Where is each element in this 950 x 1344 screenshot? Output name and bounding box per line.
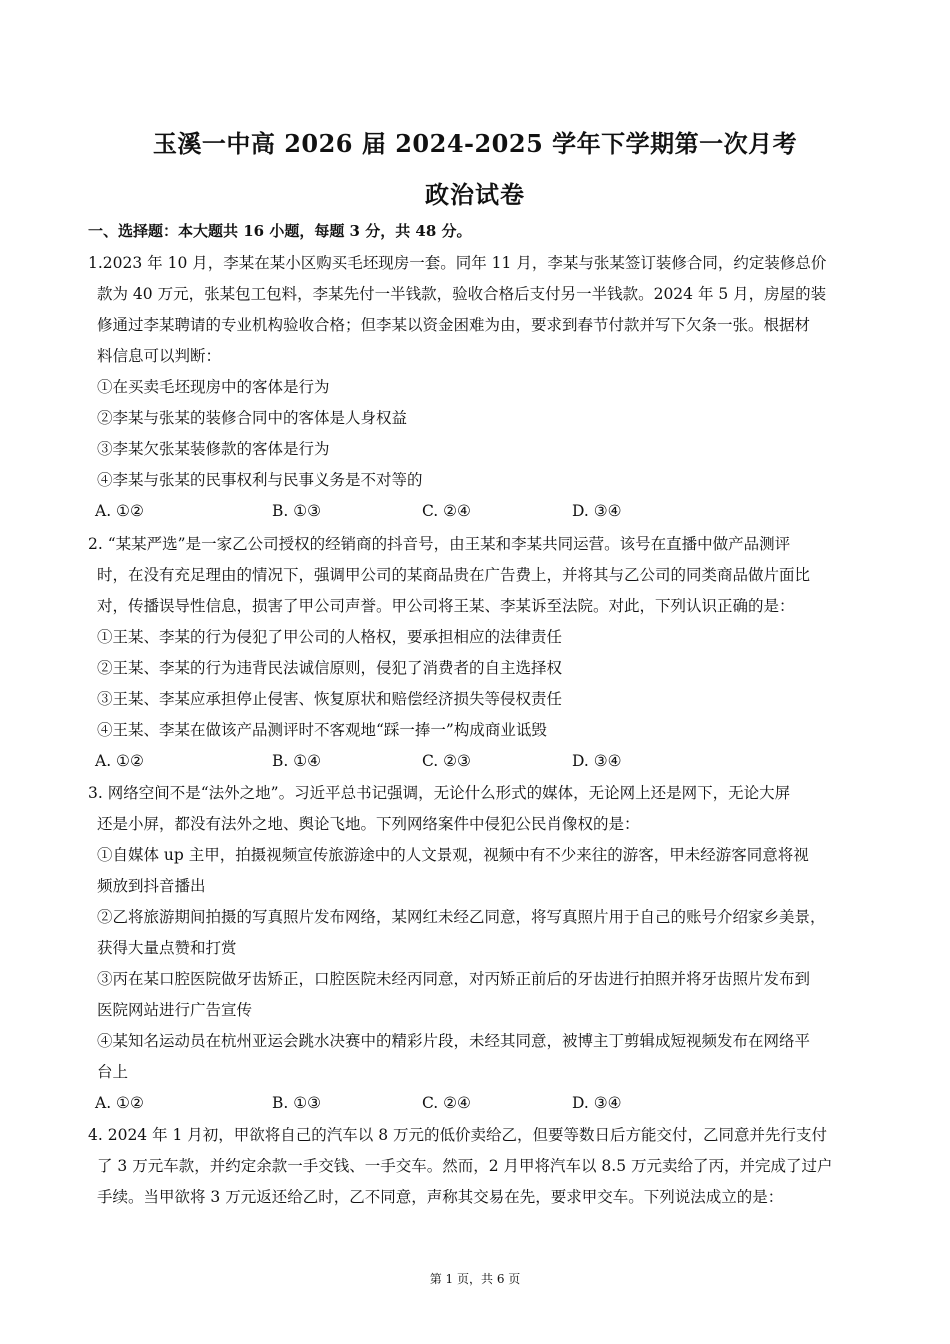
question-stem-line: 对，传播误导性信息，损害了甲公司声誉。甲公司将王某、李某诉至法院。对此，下列认识正确的是： [97, 597, 795, 615]
option-d: D. ③④ [572, 752, 622, 770]
question-stem-line: 2. “某某严选”是一家乙公司授权的经销商的抖音号，由王某和李某共同运营。该号在直播中做产品测评 [88, 535, 791, 553]
question-stem-line: 款为 40 万元，张某包工包料，李某先付一半钱款，验收合格后支付另一半钱款。2024 年 5 月，房屋的装 [97, 285, 827, 303]
statement-item-continuation: 医院网站进行广告宣传 [97, 1001, 253, 1019]
option-c: C. ②③ [422, 752, 471, 770]
statement-item: ②王某、李某的行为违背民法诚信原则，侵犯了消费者的自主选择权 [97, 659, 563, 677]
option-a: A. ①② [95, 752, 144, 770]
question-stem-line: 手续。当甲欲将 3 万元返还给乙时，乙不同意，声称其交易在先，要求甲交车。下列说法成立的是： [97, 1188, 784, 1206]
question-stem-line: 4. 2024 年 1 月初，甲欲将自己的汽车以 8 万元的低价卖给乙，但要等数日后方能交付，乙同意并先行支付 [88, 1126, 828, 1144]
statement-item: ④李某与张某的民事权利与民事义务是不对等的 [97, 471, 423, 489]
statement-item: ②乙将旅游期间拍摄的写真照片发布网络，某网红未经乙同意，将写真照片用于自己的账号介绍家乡美景， [97, 908, 826, 926]
option-c: C. ②④ [422, 1094, 471, 1112]
statement-item-continuation: 频放到抖音播出 [97, 877, 206, 895]
option-a: A. ①② [95, 1094, 144, 1112]
question-stem-line: 修通过李某聘请的专业机构验收合格；但李某以资金困难为由，要求到春节付款并写下欠条一张。根据材 [97, 316, 811, 334]
statement-item: ③李某欠张某装修款的客体是行为 [97, 440, 330, 458]
exam-title: 玉溪一中高 2026 届 2024-2025 学年下学期第一次月考 [152, 129, 798, 158]
question-stem-line: 了 3 万元车款，并约定余款一手交钱、一手交车。然而，2 月甲将汽车以 8.5 万元卖给了丙，并完成了过户 [97, 1157, 833, 1175]
statement-item: ④王某、李某在做该产品测评时不客观地“踩一捧一”构成商业诋毁 [97, 721, 547, 739]
option-c: C. ②④ [422, 502, 471, 520]
option-b: B. ①④ [272, 752, 322, 770]
page-footer: 第 1 页，共 6 页 [429, 1272, 521, 1286]
question-stem-line: 还是小屏，都没有法外之地、舆论飞地。下列网络案件中侵犯公民肖像权的是： [97, 815, 640, 833]
statement-item: ①自媒体 up 主甲，拍摄视频宣传旅游途中的人文景观，视频中有不少来往的游客，甲未经游客同意将视 [97, 846, 809, 864]
statement-item: ①王某、李某的行为侵犯了甲公司的人格权，要承担相应的法律责任 [97, 628, 563, 646]
option-d: D. ③④ [572, 502, 622, 520]
question-stem-line: 时，在没有充足理由的情况下，强调甲公司的某商品贵在广告费上，并将其与乙公司的同类商品做片面比 [97, 566, 811, 584]
question-stem-line: 料信息可以判断： [97, 347, 222, 365]
statement-item-continuation: 台上 [97, 1063, 129, 1081]
question-stem-line: 1.2023 年 10 月，李某在某小区购买毛坯现房一套。同年 11 月，李某与张某签订装修合同，约定装修总价 [88, 254, 827, 272]
option-a: A. ①② [95, 502, 144, 520]
option-d: D. ③④ [572, 1094, 622, 1112]
option-b: B. ①③ [272, 502, 322, 520]
statement-item: ③丙在某口腔医院做牙齿矫正，口腔医院未经丙同意，对丙矫正前后的牙齿进行拍照并将牙齿照片发布到 [97, 970, 811, 988]
option-b: B. ①③ [272, 1094, 322, 1112]
question-stem-line: 3. 网络空间不是“法外之地”。习近平总书记强调，无论什么形式的媒体，无论网上还是网下，无论大屏 [88, 784, 791, 802]
statement-item: ①在买卖毛坯现房中的客体是行为 [97, 378, 330, 396]
statement-item-continuation: 获得大量点赞和打赏 [97, 939, 237, 957]
exam-subtitle: 政治试卷 [425, 180, 525, 209]
statement-item: ②李某与张某的装修合同中的客体是人身权益 [97, 409, 408, 427]
statement-item: ③王某、李某应承担停止侵害、恢复原状和赔偿经济损失等侵权责任 [97, 690, 563, 708]
statement-item: ④某知名运动员在杭州亚运会跳水决赛中的精彩片段，未经其同意，被博主丁剪辑成短视频发布在网络平 [97, 1032, 811, 1050]
section-heading: 一、选择题：本大题共 16 小题，每题 3 分，共 48 分。 [88, 222, 472, 240]
